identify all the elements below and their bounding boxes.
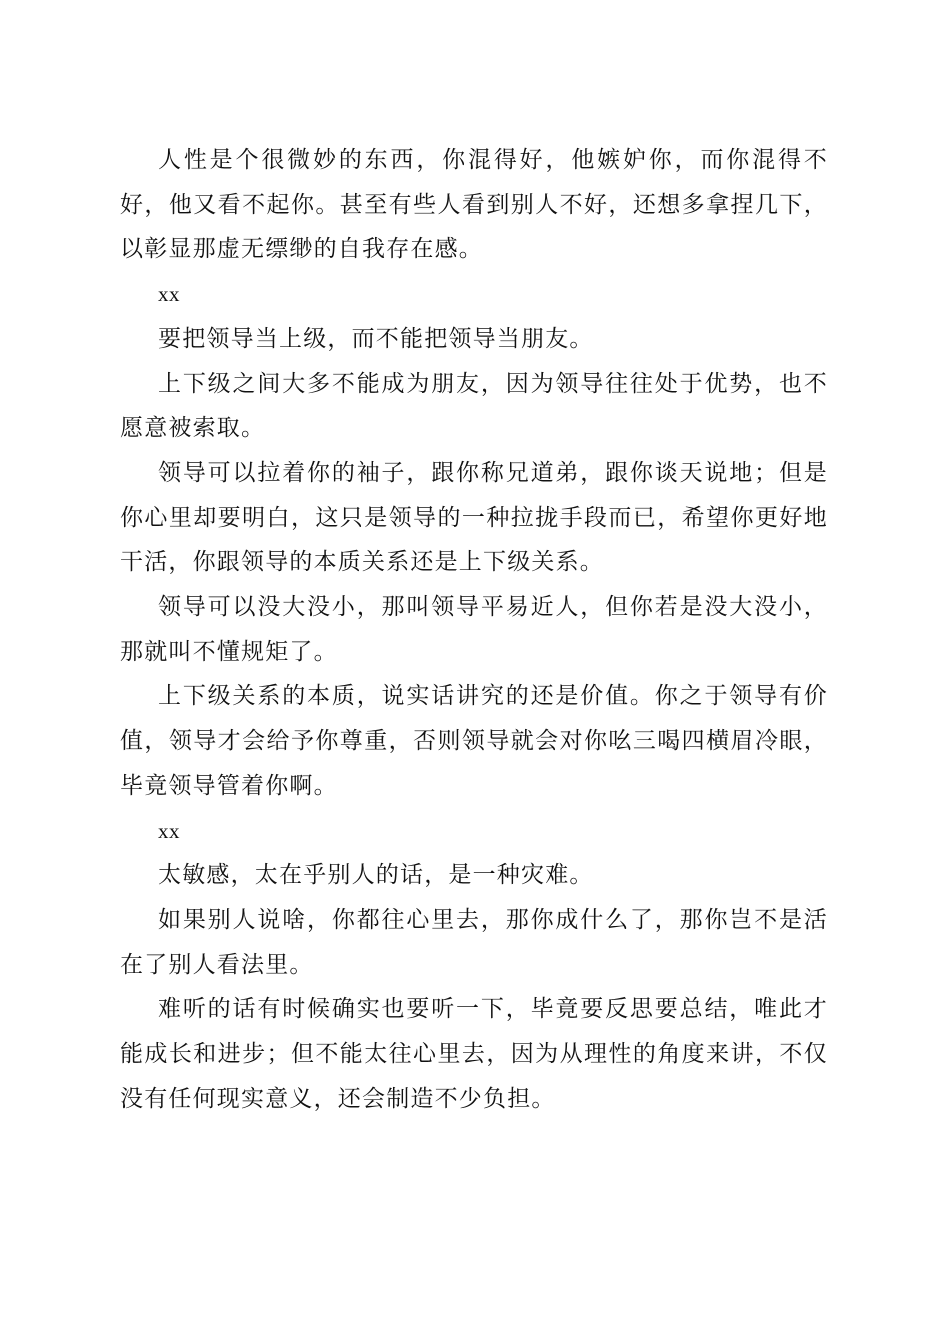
paragraph: 人性是个很微妙的东西，你混得好，他嫉妒你，而你混得不好，他又看不起你。甚至有些人看到别人不好，还想多拿捏几下，以彰显那虚无缥缈的自我存在感。 (120, 147, 828, 263)
paragraph: 领导可以没大没小，那叫领导平易近人，但你若是没大没小，那就叫不懂规矩了。 (120, 594, 828, 665)
paragraph: 太敏感，太在乎别人的话，是一种灾难。 (158, 862, 594, 889)
paragraph: 要把领导当上级，而不能把领导当朋友。 (158, 325, 594, 352)
paragraph: 上下级之间大多不能成为朋友，因为领导往往处于优势，也不愿意被索取。 (120, 370, 828, 442)
paragraph: 难听的话有时候确实也要听一下，毕竟要反思要总结，唯此才能成长和进步；但不能太往心里去，因为从理性的角度来讲，不仅没有任何现实意义，还会制造不少负担。 (120, 996, 828, 1112)
paragraph: 领导可以拉着你的袖子，跟你称兄道弟，跟你谈天说地；但是你心里却要明白，这只是领导的一种拉拢手段而已，希望你更好地干活，你跟领导的本质关系还是上下级关系。 (120, 459, 828, 576)
section-separator: xx (158, 818, 180, 843)
paragraph: 上下级关系的本质，说实话讲究的还是价值。你之于领导有价值，领导才会给予你尊重，否则领导就会对你吆三喝四横眉冷眼，毕竟领导管着你啊。 (120, 683, 828, 799)
section-separator: xx (158, 282, 180, 307)
paragraph: 如果别人说啥，你都往心里去，那你成什么了，那你岂不是活在了别人看法里。 (120, 906, 828, 978)
document-body (120, 138, 828, 1121)
